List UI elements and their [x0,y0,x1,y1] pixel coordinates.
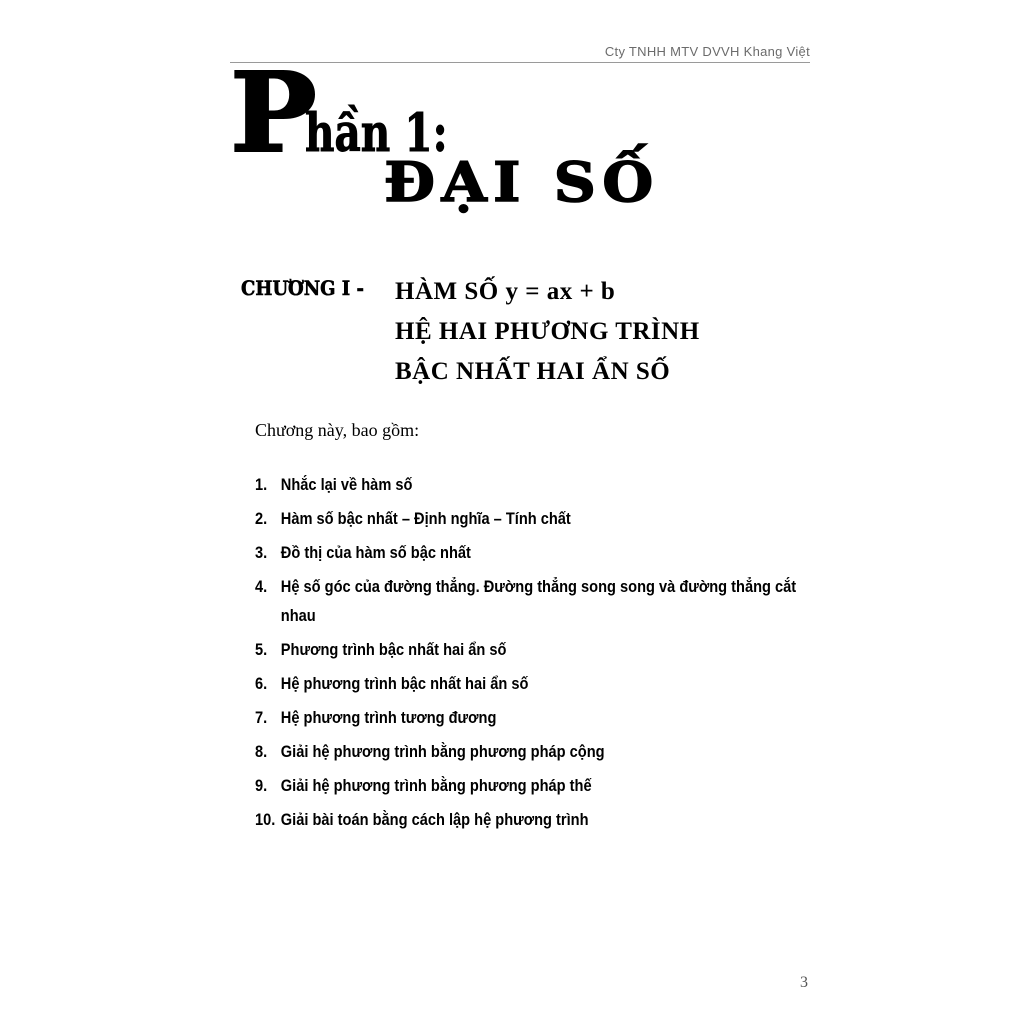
list-item [255,737,823,766]
chapter-title-line-2: HỆ HAI PHƯƠNG TRÌNH [395,318,700,345]
running-header: Cty TNHH MTV DVVH Khang Việt [604,44,810,59]
list-item-number: 10. [255,810,276,829]
part-title: ĐẠI SỐ [384,150,660,214]
list-item-number: 3. [255,543,268,562]
list-item-number: 7. [255,708,268,727]
list-item-number: 8. [255,742,268,761]
chapter-title-line-3: BẬC NHẤT HAI ẨN SỐ [395,358,671,385]
page-number: 3 [800,974,808,991]
list-item-text: Giải hệ phương trình bằng phương pháp thế [280,776,592,795]
part-initial-letter: P [229,48,315,177]
list-item-number: 6. [255,674,268,693]
chapter-intro: Chương này, bao gồm: [255,420,420,440]
list-item-text: Đồ thị của hàm số bậc nhất [280,543,471,562]
chapter-label: CHƯƠNG I - [241,276,364,300]
list-item-text: Giải hệ phương trình bằng phương pháp cộng [280,742,605,761]
chapter-title-line-1: HÀM SỐ y = ax + b [395,278,616,305]
list-item-text: Hệ phương trình tương đương [280,708,497,727]
list-item-number: 4. [255,577,268,596]
list-item [255,470,823,499]
chapter-contents-list [255,470,825,839]
list-item [255,635,823,664]
list-item [255,805,823,834]
list-item-text: Hệ phương trình bậc nhất hai ẩn số [280,674,529,693]
list-item-text: Hệ số góc của đường thẳng. Đường thẳng song song và đường thẳng cắt nhau [280,577,797,625]
list-item [255,538,823,567]
list-item-text: Phương trình bậc nhất hai ẩn số [280,640,507,659]
list-item [255,669,823,698]
list-item-text: Hàm số bậc nhất – Định nghĩa – Tính chất [280,509,571,528]
list-item [255,572,823,630]
list-item-text: Nhắc lại về hàm số [280,475,413,494]
list-item-number: 5. [255,640,268,659]
part-number: hần 1: [304,103,448,164]
list-item [255,504,823,533]
list-item [255,771,823,800]
list-item-number: 1. [255,475,268,494]
list-item-number: 9. [255,776,268,795]
list-item [255,703,823,732]
list-item-text: Giải bài toán bằng cách lập hệ phương trình [280,810,589,829]
list-item-number: 2. [255,509,268,528]
